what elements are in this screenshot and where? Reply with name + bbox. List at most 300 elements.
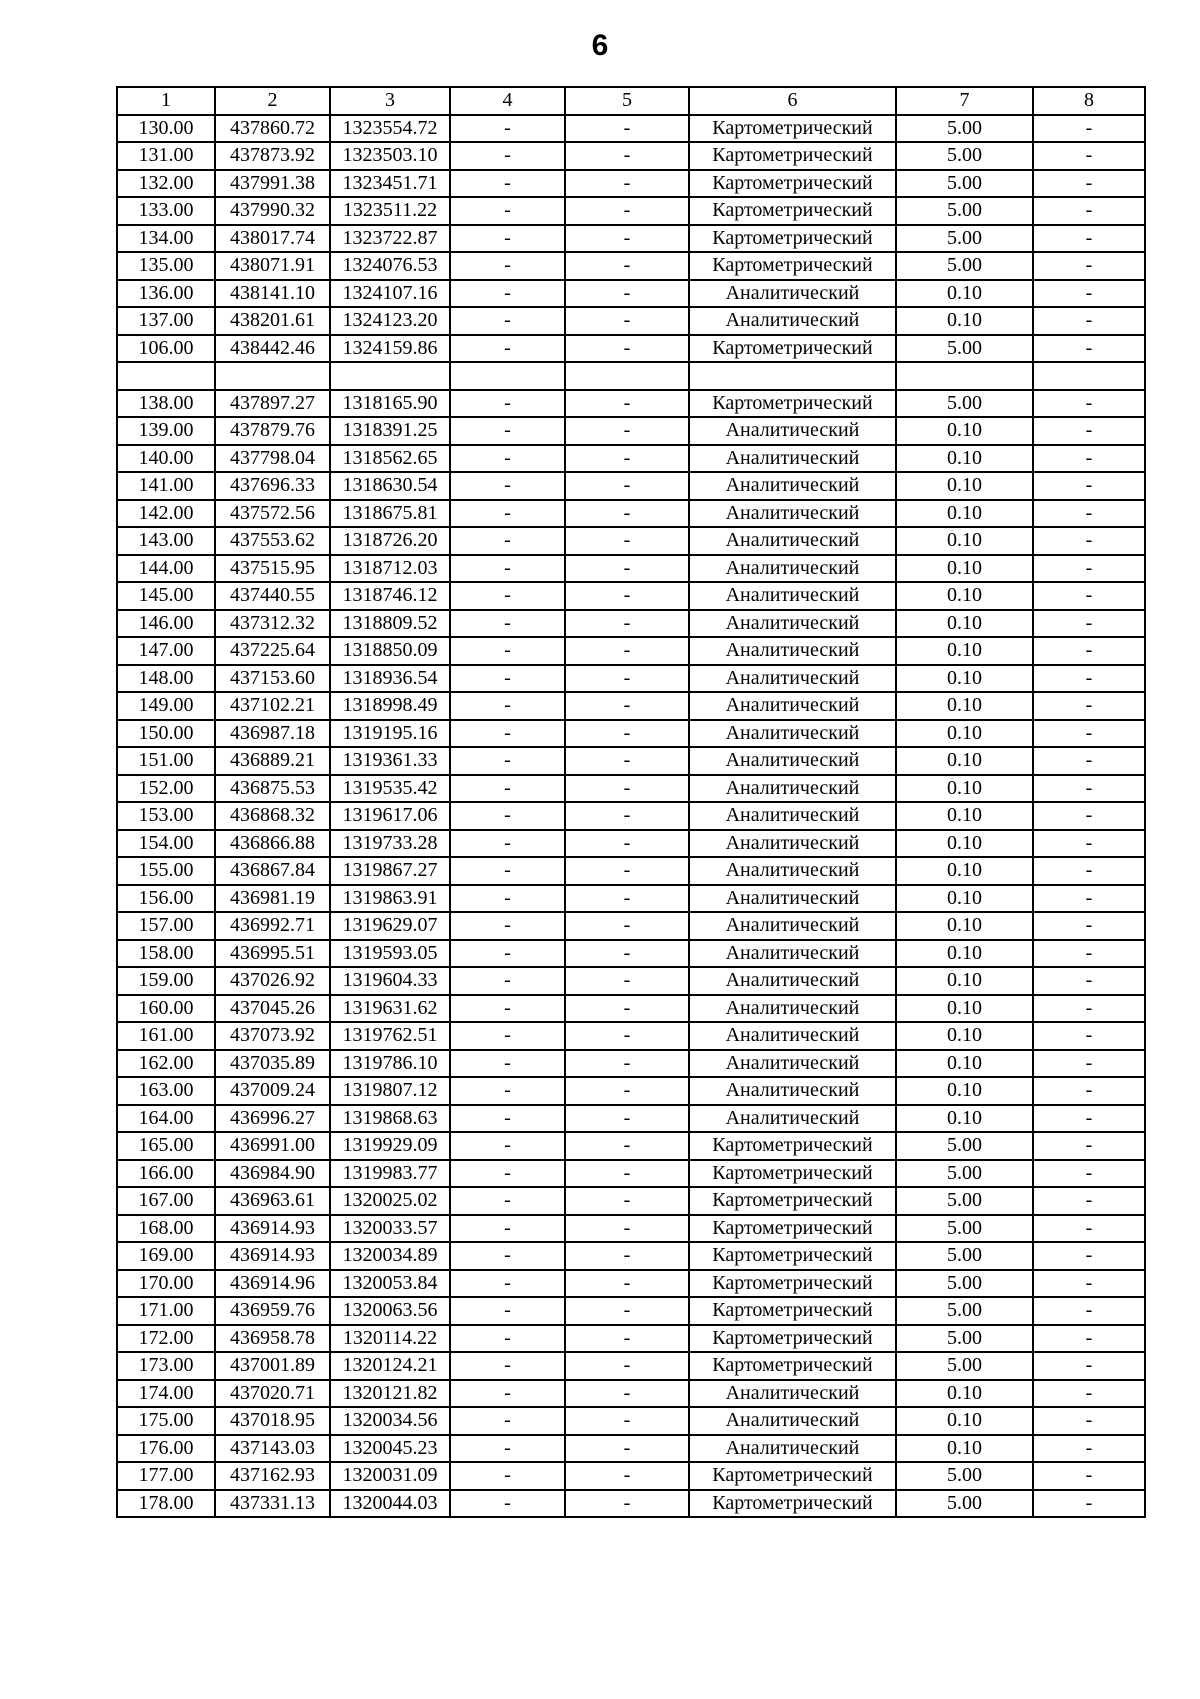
cell-col-4-value: - [450, 637, 565, 665]
table-row [117, 1407, 1145, 1435]
cell-col-5-value: - [565, 555, 689, 583]
cell-col-8-value: - [1033, 1490, 1145, 1518]
cell-point-number: 150.00 [117, 720, 215, 748]
cell-method: Картометрический [689, 252, 896, 280]
cell-method: Аналитический [689, 665, 896, 693]
cell-accuracy: 0.10 [896, 582, 1033, 610]
table-row [117, 1325, 1145, 1353]
table-row [117, 582, 1145, 610]
cell-method: Картометрический [689, 1325, 896, 1353]
cell-method: Аналитический [689, 1105, 896, 1133]
cell-point-number: 164.00 [117, 1105, 215, 1133]
cell-y-coordinate: 1320034.56 [330, 1407, 450, 1435]
cell-point-number: 157.00 [117, 912, 215, 940]
cell-y-coordinate: 1318630.54 [330, 472, 450, 500]
cell-accuracy: 0.10 [896, 885, 1033, 913]
cell-point-number: 168.00 [117, 1215, 215, 1243]
cell-col-5-value: - [565, 1132, 689, 1160]
cell-method: Картометрический [689, 115, 896, 143]
cell-col-8-value: - [1033, 1380, 1145, 1408]
cell-col-8-value: - [1033, 472, 1145, 500]
table-row [117, 472, 1145, 500]
cell-col-5-value: - [565, 775, 689, 803]
cell-accuracy: 0.10 [896, 1077, 1033, 1105]
table-row [117, 967, 1145, 995]
cell-y-coordinate: 1324107.16 [330, 280, 450, 308]
table-row [117, 197, 1145, 225]
cell-col-8-value: - [1033, 637, 1145, 665]
cell-x-coordinate: 437018.95 [215, 1407, 330, 1435]
cell-point-number: 175.00 [117, 1407, 215, 1435]
cell-col-4-value: - [450, 170, 565, 198]
cell-x-coordinate: 436991.00 [215, 1132, 330, 1160]
cell-x-coordinate: 437312.32 [215, 610, 330, 638]
cell-accuracy: 5.00 [896, 1132, 1033, 1160]
cell-accuracy: 5.00 [896, 335, 1033, 363]
cell-y-coordinate: 1324076.53 [330, 252, 450, 280]
table-row [117, 417, 1145, 445]
cell-accuracy: 5.00 [896, 170, 1033, 198]
cell-x-coordinate: 436914.96 [215, 1270, 330, 1298]
table-row [117, 995, 1145, 1023]
cell-method: Картометрический [689, 225, 896, 253]
cell-point-number: 147.00 [117, 637, 215, 665]
cell-y-coordinate: 1319195.16 [330, 720, 450, 748]
cell-col-5-value: - [565, 940, 689, 968]
cell-col-8-value: - [1033, 1242, 1145, 1270]
cell-x-coordinate: 436987.18 [215, 720, 330, 748]
cell-col-8-value: - [1033, 197, 1145, 225]
cell-method: Аналитический [689, 445, 896, 473]
cell-method: Аналитический [689, 307, 896, 335]
cell-point-number: 142.00 [117, 500, 215, 528]
cell-col-8-value: - [1033, 1297, 1145, 1325]
cell-accuracy: 0.10 [896, 555, 1033, 583]
coordinates-table [116, 86, 1146, 1518]
cell-accuracy: 0.10 [896, 1050, 1033, 1078]
cell-x-coordinate: 437990.32 [215, 197, 330, 225]
cell-col-8-value: - [1033, 225, 1145, 253]
cell-y-coordinate: 1319868.63 [330, 1105, 450, 1133]
cell-col-8-value: - [1033, 1160, 1145, 1188]
table-row [117, 1242, 1145, 1270]
cell-col-4-value: - [450, 472, 565, 500]
cell-col-8-value: - [1033, 500, 1145, 528]
cell-col-8-value: - [1033, 1077, 1145, 1105]
cell-col-5-value: - [565, 1270, 689, 1298]
cell-col-4-value: - [450, 747, 565, 775]
cell-method: Картометрический [689, 1242, 896, 1270]
cell-col-5-value: - [565, 225, 689, 253]
cell-col-8-value: - [1033, 1050, 1145, 1078]
cell-col-5-value: - [565, 252, 689, 280]
cell-accuracy: 5.00 [896, 1242, 1033, 1270]
cell-y-coordinate: 1320044.03 [330, 1490, 450, 1518]
cell-x-coordinate: 437143.03 [215, 1435, 330, 1463]
cell-col-4-value: - [450, 1187, 565, 1215]
cell-y-coordinate: 1319929.09 [330, 1132, 450, 1160]
table-body [117, 87, 1145, 1517]
table-row [117, 1132, 1145, 1160]
cell-accuracy: 0.10 [896, 1105, 1033, 1133]
cell-accuracy: 5.00 [896, 1352, 1033, 1380]
table-row [117, 170, 1145, 198]
cell-y-coordinate: 1318850.09 [330, 637, 450, 665]
cell-point-number: 145.00 [117, 582, 215, 610]
cell-col-4-value: - [450, 252, 565, 280]
cell-point-number: 130.00 [117, 115, 215, 143]
cell-method: Аналитический [689, 857, 896, 885]
cell-col-5-value: - [565, 170, 689, 198]
cell-point-number: 169.00 [117, 1242, 215, 1270]
cell-col-8-value: - [1033, 720, 1145, 748]
cell-col-8-value: - [1033, 610, 1145, 638]
cell-col-4-value: - [450, 225, 565, 253]
cell-y-coordinate: 1320031.09 [330, 1462, 450, 1490]
cell-col-4-value: - [450, 665, 565, 693]
cell-method: Аналитический [689, 1435, 896, 1463]
cell-col-4-value: - [450, 775, 565, 803]
column-header: 2 [215, 87, 330, 115]
table-row [117, 1077, 1145, 1105]
cell-method: Аналитический [689, 417, 896, 445]
cell-x-coordinate: 436996.27 [215, 1105, 330, 1133]
cell-col-8-value: - [1033, 1105, 1145, 1133]
cell-col-8-value: - [1033, 115, 1145, 143]
cell-accuracy: 0.10 [896, 665, 1033, 693]
cell-col-5-value: - [565, 115, 689, 143]
cell-x-coordinate: 437331.13 [215, 1490, 330, 1518]
cell-accuracy: 5.00 [896, 1215, 1033, 1243]
table-row [117, 142, 1145, 170]
cell-col-8-value: - [1033, 582, 1145, 610]
cell-col-4-value: - [450, 802, 565, 830]
cell-col-4-value: - [450, 197, 565, 225]
cell-x-coordinate: 437045.26 [215, 995, 330, 1023]
cell-col-4-value: - [450, 1132, 565, 1160]
cell-col-5-value: - [565, 445, 689, 473]
cell-method: Картометрический [689, 1187, 896, 1215]
cell-y-coordinate: 1323722.87 [330, 225, 450, 253]
cell-col-4-value: - [450, 1270, 565, 1298]
cell-col-4-value: - [450, 1105, 565, 1133]
cell-col-8-value: - [1033, 390, 1145, 418]
cell-accuracy: 0.10 [896, 1380, 1033, 1408]
cell-point-number: 138.00 [117, 390, 215, 418]
cell-y-coordinate [330, 362, 450, 390]
cell-col-5-value: - [565, 335, 689, 363]
cell-col-5-value: - [565, 390, 689, 418]
cell-accuracy: 5.00 [896, 115, 1033, 143]
cell-col-8-value: - [1033, 692, 1145, 720]
cell-y-coordinate: 1320124.21 [330, 1352, 450, 1380]
cell-y-coordinate: 1318562.65 [330, 445, 450, 473]
cell-col-4-value: - [450, 720, 565, 748]
cell-col-4-value: - [450, 1462, 565, 1490]
cell-method: Аналитический [689, 940, 896, 968]
cell-col-4-value: - [450, 1160, 565, 1188]
cell-x-coordinate: 437696.33 [215, 472, 330, 500]
table-row [117, 307, 1145, 335]
cell-accuracy: 0.10 [896, 912, 1033, 940]
cell-method: Картометрический [689, 1462, 896, 1490]
table-row [117, 1352, 1145, 1380]
cell-point-number: 160.00 [117, 995, 215, 1023]
table-row [117, 225, 1145, 253]
cell-col-4-value: - [450, 885, 565, 913]
cell-x-coordinate: 437073.92 [215, 1022, 330, 1050]
cell-accuracy: 0.10 [896, 775, 1033, 803]
cell-col-8-value: - [1033, 1435, 1145, 1463]
cell-col-5-value: - [565, 857, 689, 885]
cell-method: Картометрический [689, 170, 896, 198]
cell-method: Аналитический [689, 500, 896, 528]
cell-col-8-value: - [1033, 747, 1145, 775]
cell-y-coordinate: 1318726.20 [330, 527, 450, 555]
cell-method: Картометрический [689, 1215, 896, 1243]
table-row [117, 1490, 1145, 1518]
cell-point-number: 156.00 [117, 885, 215, 913]
cell-col-8-value: - [1033, 665, 1145, 693]
cell-x-coordinate: 436959.76 [215, 1297, 330, 1325]
cell-accuracy: 5.00 [896, 197, 1033, 225]
cell-accuracy: 0.10 [896, 307, 1033, 335]
cell-col-4-value: - [450, 1380, 565, 1408]
cell-method: Аналитический [689, 967, 896, 995]
cell-point-number: 136.00 [117, 280, 215, 308]
cell-point-number: 143.00 [117, 527, 215, 555]
cell-point-number: 149.00 [117, 692, 215, 720]
cell-point-number: 141.00 [117, 472, 215, 500]
cell-col-5-value: - [565, 1352, 689, 1380]
table-row [117, 610, 1145, 638]
cell-point-number: 165.00 [117, 1132, 215, 1160]
cell-accuracy: 0.10 [896, 940, 1033, 968]
cell-accuracy: 5.00 [896, 1325, 1033, 1353]
table-row [117, 445, 1145, 473]
cell-y-coordinate: 1319604.33 [330, 967, 450, 995]
table-row [117, 1187, 1145, 1215]
cell-accuracy: 0.10 [896, 417, 1033, 445]
column-header: 7 [896, 87, 1033, 115]
cell-x-coordinate: 437225.64 [215, 637, 330, 665]
cell-point-number: 134.00 [117, 225, 215, 253]
cell-method: Картометрический [689, 1132, 896, 1160]
cell-point-number: 177.00 [117, 1462, 215, 1490]
cell-method: Аналитический [689, 1380, 896, 1408]
cell-x-coordinate: 436867.84 [215, 857, 330, 885]
cell-accuracy: 5.00 [896, 252, 1033, 280]
cell-col-8-value: - [1033, 967, 1145, 995]
cell-col-5-value: - [565, 1297, 689, 1325]
cell-method: Аналитический [689, 1407, 896, 1435]
cell-point-number: 152.00 [117, 775, 215, 803]
cell-x-coordinate: 437026.92 [215, 967, 330, 995]
cell-x-coordinate: 437162.93 [215, 1462, 330, 1490]
table-row [117, 252, 1145, 280]
cell-y-coordinate: 1320034.89 [330, 1242, 450, 1270]
cell-col-4-value: - [450, 1352, 565, 1380]
cell-x-coordinate: 438141.10 [215, 280, 330, 308]
table-row [117, 362, 1145, 390]
cell-x-coordinate: 436889.21 [215, 747, 330, 775]
cell-point-number: 131.00 [117, 142, 215, 170]
cell-accuracy: 0.10 [896, 967, 1033, 995]
cell-x-coordinate: 438201.61 [215, 307, 330, 335]
cell-col-8-value: - [1033, 802, 1145, 830]
cell-col-8-value: - [1033, 307, 1145, 335]
cell-col-5-value: - [565, 472, 689, 500]
cell-x-coordinate: 437860.72 [215, 115, 330, 143]
cell-x-coordinate: 438017.74 [215, 225, 330, 253]
cell-method: Аналитический [689, 995, 896, 1023]
cell-col-5-value: - [565, 1380, 689, 1408]
cell-y-coordinate: 1320033.57 [330, 1215, 450, 1243]
table-row [117, 665, 1145, 693]
cell-method: Аналитический [689, 830, 896, 858]
cell-y-coordinate: 1319361.33 [330, 747, 450, 775]
cell-x-coordinate: 436875.53 [215, 775, 330, 803]
cell-col-5-value: - [565, 692, 689, 720]
cell-y-coordinate: 1320121.82 [330, 1380, 450, 1408]
cell-col-4-value: - [450, 857, 565, 885]
cell-col-5-value: - [565, 912, 689, 940]
cell-method [689, 362, 896, 390]
cell-col-5-value: - [565, 830, 689, 858]
cell-col-4-value: - [450, 390, 565, 418]
cell-method: Картометрический [689, 1270, 896, 1298]
cell-method: Картометрический [689, 1352, 896, 1380]
cell-accuracy: 0.10 [896, 1022, 1033, 1050]
cell-x-coordinate: 436992.71 [215, 912, 330, 940]
cell-col-5-value: - [565, 747, 689, 775]
cell-point-number: 135.00 [117, 252, 215, 280]
cell-accuracy: 5.00 [896, 142, 1033, 170]
cell-col-4-value: - [450, 1297, 565, 1325]
cell-y-coordinate: 1323511.22 [330, 197, 450, 225]
cell-point-number: 172.00 [117, 1325, 215, 1353]
cell-method: Аналитический [689, 912, 896, 940]
cell-accuracy: 0.10 [896, 692, 1033, 720]
cell-accuracy: 5.00 [896, 390, 1033, 418]
cell-point-number: 173.00 [117, 1352, 215, 1380]
cell-method: Аналитический [689, 582, 896, 610]
cell-point-number: 174.00 [117, 1380, 215, 1408]
cell-accuracy: 5.00 [896, 1297, 1033, 1325]
table-row [117, 1270, 1145, 1298]
column-header: 3 [330, 87, 450, 115]
cell-accuracy: 5.00 [896, 1270, 1033, 1298]
table-row [117, 555, 1145, 583]
cell-col-5-value: - [565, 610, 689, 638]
cell-col-5-value [565, 362, 689, 390]
cell-col-5-value: - [565, 1215, 689, 1243]
cell-point-number: 176.00 [117, 1435, 215, 1463]
cell-x-coordinate: 437102.21 [215, 692, 330, 720]
cell-x-coordinate: 437873.92 [215, 142, 330, 170]
cell-point-number: 178.00 [117, 1490, 215, 1518]
cell-col-8-value: - [1033, 335, 1145, 363]
cell-col-8-value: - [1033, 1462, 1145, 1490]
cell-method: Аналитический [689, 610, 896, 638]
cell-x-coordinate: 436866.88 [215, 830, 330, 858]
cell-accuracy: 0.10 [896, 280, 1033, 308]
cell-point-number: 162.00 [117, 1050, 215, 1078]
cell-point-number: 132.00 [117, 170, 215, 198]
cell-col-4-value: - [450, 555, 565, 583]
table-row [117, 280, 1145, 308]
cell-col-4-value: - [450, 335, 565, 363]
cell-col-8-value: - [1033, 775, 1145, 803]
cell-x-coordinate: 437572.56 [215, 500, 330, 528]
cell-point-number: 163.00 [117, 1077, 215, 1105]
cell-method: Картометрический [689, 1160, 896, 1188]
cell-point-number: 106.00 [117, 335, 215, 363]
cell-x-coordinate: 436958.78 [215, 1325, 330, 1353]
cell-accuracy [896, 362, 1033, 390]
cell-col-8-value: - [1033, 830, 1145, 858]
cell-accuracy: 5.00 [896, 1462, 1033, 1490]
table-row [117, 1160, 1145, 1188]
cell-col-4-value: - [450, 1242, 565, 1270]
cell-x-coordinate: 437879.76 [215, 417, 330, 445]
cell-x-coordinate: 438442.46 [215, 335, 330, 363]
cell-col-5-value: - [565, 1077, 689, 1105]
cell-accuracy: 5.00 [896, 1490, 1033, 1518]
table-row [117, 115, 1145, 143]
cell-col-5-value: - [565, 500, 689, 528]
table-row [117, 802, 1145, 830]
cell-y-coordinate: 1318391.25 [330, 417, 450, 445]
cell-x-coordinate [215, 362, 330, 390]
cell-accuracy: 5.00 [896, 1187, 1033, 1215]
cell-col-4-value: - [450, 1050, 565, 1078]
cell-accuracy: 0.10 [896, 802, 1033, 830]
table-row [117, 1215, 1145, 1243]
table-row [117, 500, 1145, 528]
cell-y-coordinate: 1323554.72 [330, 115, 450, 143]
cell-point-number: 148.00 [117, 665, 215, 693]
cell-col-4-value: - [450, 1022, 565, 1050]
cell-col-5-value: - [565, 307, 689, 335]
cell-col-4-value [450, 362, 565, 390]
cell-col-8-value: - [1033, 1270, 1145, 1298]
cell-col-8-value: - [1033, 280, 1145, 308]
table-row [117, 720, 1145, 748]
cell-x-coordinate: 437991.38 [215, 170, 330, 198]
cell-col-4-value: - [450, 280, 565, 308]
cell-col-4-value: - [450, 1490, 565, 1518]
cell-col-8-value: - [1033, 1132, 1145, 1160]
cell-method: Картометрический [689, 142, 896, 170]
cell-col-5-value: - [565, 1187, 689, 1215]
cell-y-coordinate: 1320063.56 [330, 1297, 450, 1325]
table-row [117, 1050, 1145, 1078]
cell-y-coordinate: 1318998.49 [330, 692, 450, 720]
table-row [117, 1105, 1145, 1133]
cell-y-coordinate: 1319733.28 [330, 830, 450, 858]
cell-y-coordinate: 1319629.07 [330, 912, 450, 940]
column-header: 4 [450, 87, 565, 115]
table-row [117, 390, 1145, 418]
cell-col-4-value: - [450, 967, 565, 995]
cell-col-8-value: - [1033, 1325, 1145, 1353]
cell-y-coordinate: 1323451.71 [330, 170, 450, 198]
cell-col-5-value: - [565, 802, 689, 830]
cell-y-coordinate: 1319762.51 [330, 1022, 450, 1050]
cell-x-coordinate: 436963.61 [215, 1187, 330, 1215]
cell-col-4-value: - [450, 445, 565, 473]
